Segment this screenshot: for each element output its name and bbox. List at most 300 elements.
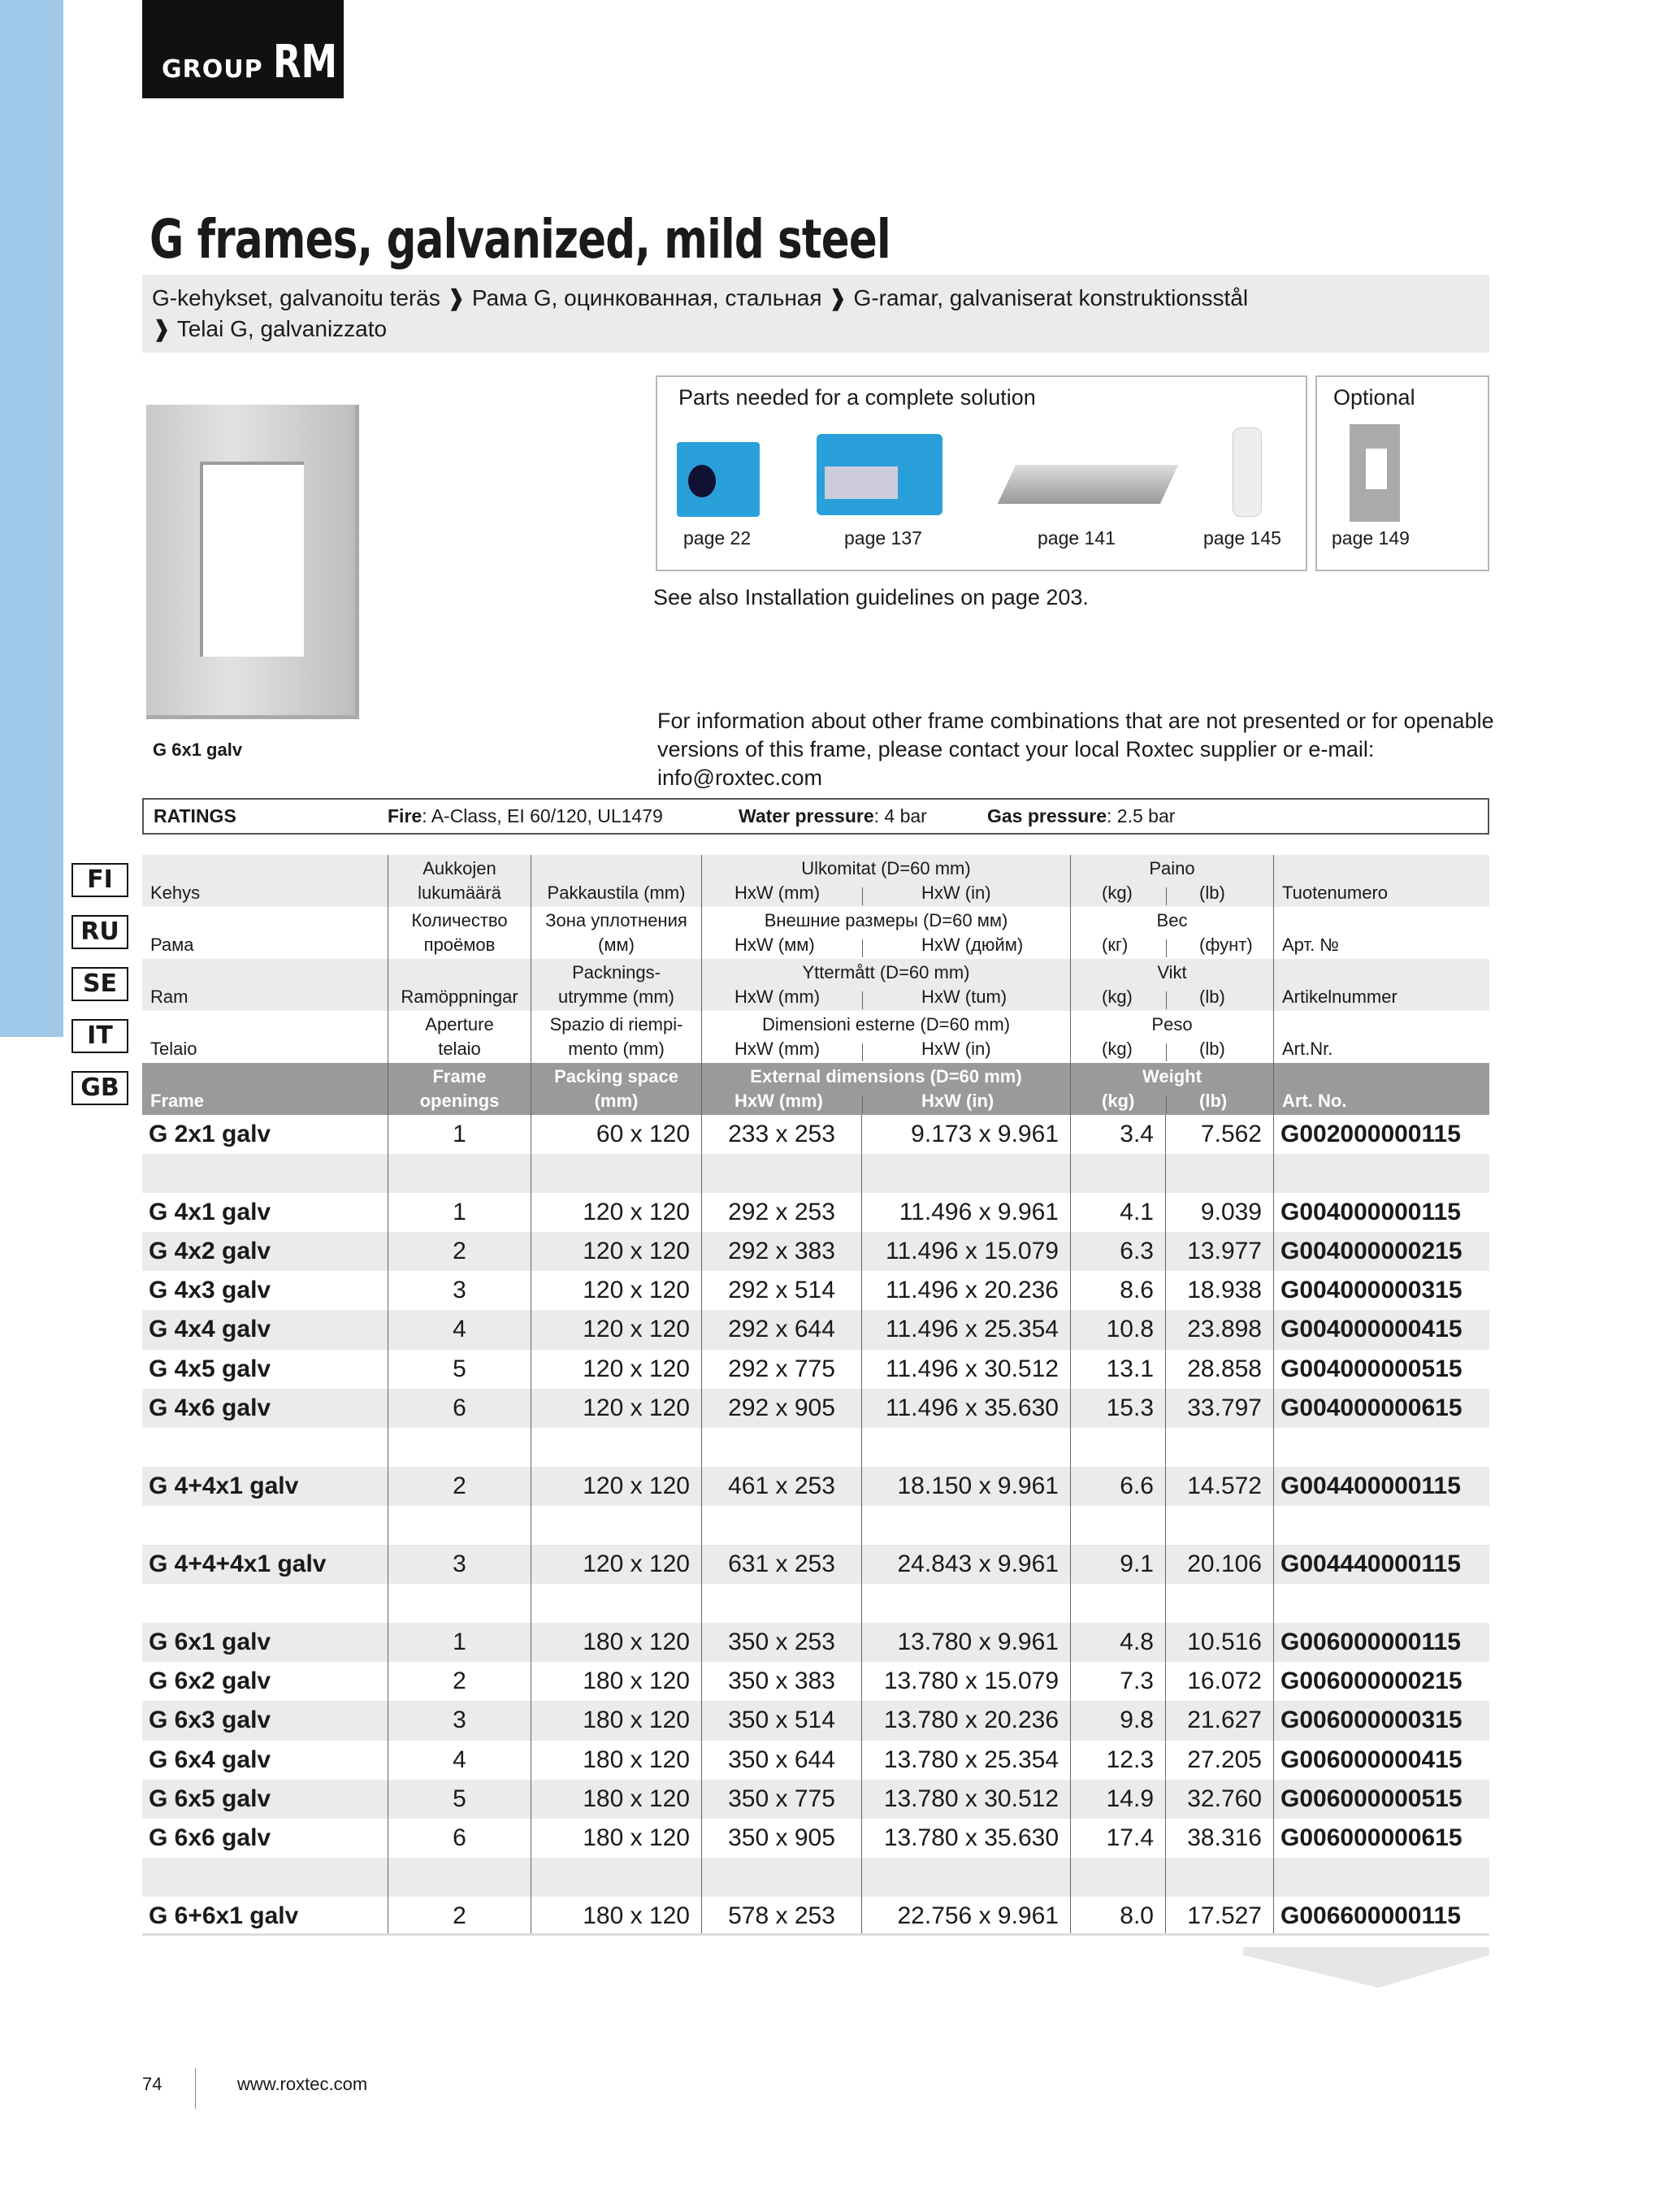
frame-product-image bbox=[146, 405, 359, 719]
header-frame-label: Telaio bbox=[150, 1039, 197, 1059]
language-badge-fi: FI bbox=[72, 863, 128, 897]
cell-art-no: G004000000215 bbox=[1273, 1232, 1489, 1271]
header-openings bbox=[388, 1011, 531, 1063]
cell-dim-in: 13.780 x 20.236 bbox=[861, 1701, 1070, 1740]
header-lb-label: (lb) bbox=[1199, 1091, 1228, 1111]
ratings-label: RATINGS bbox=[154, 805, 236, 826]
group-label bbox=[142, 0, 344, 98]
table-row bbox=[142, 1701, 1489, 1740]
table-row bbox=[142, 1741, 1489, 1780]
cell-openings: 5 bbox=[388, 1780, 531, 1819]
cell-openings: 3 bbox=[388, 1271, 531, 1310]
cell-frame: G 6x6 galv bbox=[149, 1824, 271, 1851]
cell-dim-in: 13.780 x 15.079 bbox=[861, 1662, 1070, 1701]
parts-needed-box bbox=[656, 375, 1307, 571]
parts-title: Parts needed for a complete solution bbox=[678, 385, 1036, 410]
header-artno-label: Tuotenumero bbox=[1282, 883, 1389, 903]
cell-weight-kg: 7.3 bbox=[1070, 1662, 1165, 1701]
cell-weight-kg: 8.0 bbox=[1070, 1897, 1165, 1933]
cell-weight-kg: 12.3 bbox=[1070, 1741, 1165, 1780]
page-number: 74 bbox=[142, 2074, 162, 2094]
lubricant-image bbox=[1233, 427, 1262, 517]
header-packing-label: Packing space bbox=[554, 1066, 678, 1086]
cell-weight-kg: 8.6 bbox=[1070, 1271, 1165, 1310]
cell-weight-kg: 14.9 bbox=[1070, 1780, 1165, 1819]
cell-packing: 60 x 120 bbox=[531, 1115, 701, 1154]
header-external bbox=[701, 907, 1070, 959]
header-artno bbox=[1273, 855, 1489, 907]
cell-packing bbox=[531, 1154, 701, 1193]
cell-dim-in: 11.496 x 30.512 bbox=[861, 1350, 1070, 1389]
header-external-label: Dimensioni esterne (D=60 mm) bbox=[761, 1014, 1011, 1034]
cell-dim-mm: 350 x 644 bbox=[701, 1741, 861, 1780]
header-openings bbox=[388, 1063, 531, 1115]
header-artno-label: Art.Nr. bbox=[1282, 1039, 1333, 1059]
water-label: Water pressure bbox=[739, 805, 874, 826]
cell-frame: G 2x1 galv bbox=[149, 1121, 271, 1147]
cell-packing: 180 x 120 bbox=[531, 1623, 701, 1662]
cell-art-no: G004000000415 bbox=[1273, 1310, 1489, 1349]
cell-weight-lb: 13.977 bbox=[1165, 1232, 1273, 1271]
header-mm-label: HxW (mm) bbox=[734, 987, 821, 1007]
cell-openings bbox=[388, 1506, 531, 1545]
header-packing bbox=[531, 1011, 701, 1063]
cell-dim-in: 13.780 x 25.354 bbox=[861, 1741, 1070, 1780]
cell-art-no: G004000000115 bbox=[1273, 1193, 1489, 1232]
header-external bbox=[701, 959, 1070, 1011]
cell-art-no bbox=[1273, 1428, 1489, 1467]
table-spacer-row bbox=[142, 1858, 1489, 1897]
cell-dim-mm: 292 x 905 bbox=[701, 1389, 861, 1428]
header-packing bbox=[531, 959, 701, 1011]
header-weight bbox=[1070, 907, 1273, 959]
cell-openings bbox=[388, 1584, 531, 1623]
cell-openings: 6 bbox=[388, 1819, 531, 1858]
fire-value: : A-Class, EI 60/120, UL1479 bbox=[422, 805, 663, 826]
subtitle-line: ❱ Telai G, galvanizzato bbox=[152, 316, 388, 341]
cell-packing: 180 x 120 bbox=[531, 1741, 701, 1780]
cell-weight-lb: 14.572 bbox=[1165, 1467, 1273, 1506]
cell-dim-in bbox=[861, 1506, 1070, 1545]
cell-dim-mm: 461 x 253 bbox=[701, 1467, 861, 1506]
cell-weight-kg bbox=[1070, 1506, 1165, 1545]
header-openings-label: openings bbox=[419, 1091, 500, 1111]
part-page-link[interactable]: page 145 bbox=[1203, 527, 1281, 549]
side-color-bar bbox=[0, 0, 63, 1037]
header-mm-label: HxW (mm) bbox=[734, 883, 821, 903]
cell-openings: 2 bbox=[388, 1467, 531, 1506]
cell-weight-lb: 27.205 bbox=[1165, 1741, 1273, 1780]
cell-frame: G 4x5 galv bbox=[149, 1355, 271, 1382]
continue-arrow bbox=[1243, 1947, 1489, 1988]
language-badge-it: IT bbox=[72, 1019, 128, 1053]
cell-weight-lb bbox=[1165, 1154, 1273, 1193]
header-mm-label: HxW (мм) bbox=[734, 935, 815, 955]
cell-openings bbox=[388, 1154, 531, 1193]
header-weight-label: Paino bbox=[1149, 858, 1195, 878]
table-spacer-row bbox=[142, 1428, 1489, 1467]
subtitle-translations bbox=[142, 275, 1489, 353]
header-lb-label: (lb) bbox=[1199, 987, 1225, 1007]
footer-divider bbox=[195, 2068, 196, 2109]
header-external-label: Внешние размеры (D=60 мм) bbox=[764, 910, 1008, 930]
stayplate-image bbox=[998, 465, 1178, 504]
cell-frame: G 6x2 galv bbox=[149, 1668, 271, 1695]
header-row-gb bbox=[142, 1063, 1489, 1115]
fire-rating bbox=[388, 805, 663, 827]
cell-art-no: G004000000315 bbox=[1273, 1271, 1489, 1310]
cell-dim-mm: 292 x 514 bbox=[701, 1271, 861, 1310]
cell-art-no: G006000000615 bbox=[1273, 1819, 1489, 1858]
cell-dim-mm bbox=[701, 1858, 861, 1897]
table-row bbox=[142, 1545, 1489, 1584]
cell-packing: 180 x 120 bbox=[531, 1662, 701, 1701]
cell-dim-mm: 292 x 253 bbox=[701, 1193, 861, 1232]
cell-packing: 180 x 120 bbox=[531, 1701, 701, 1740]
language-badge-gb: GB bbox=[72, 1071, 128, 1105]
header-row-se bbox=[142, 959, 1489, 1011]
header-frame bbox=[142, 959, 388, 1011]
header-lb-label: (lb) bbox=[1199, 1039, 1225, 1059]
cell-dim-in: 11.496 x 15.079 bbox=[861, 1232, 1070, 1271]
cell-weight-lb: 32.760 bbox=[1165, 1780, 1273, 1819]
header-packing-label: Зона уплотнения bbox=[545, 910, 687, 930]
table-row bbox=[142, 1389, 1489, 1428]
cell-packing bbox=[531, 1506, 701, 1545]
cell-art-no: G004440000115 bbox=[1273, 1545, 1489, 1584]
cell-dim-in: 13.780 x 30.512 bbox=[861, 1780, 1070, 1819]
header-artno bbox=[1273, 1063, 1489, 1115]
cell-weight-lb: 7.562 bbox=[1165, 1115, 1273, 1154]
cell-dim-mm bbox=[701, 1428, 861, 1467]
cell-weight-kg: 15.3 bbox=[1070, 1389, 1165, 1428]
gas-label: Gas pressure bbox=[987, 805, 1107, 826]
optional-page-link[interactable]: page 149 bbox=[1332, 527, 1410, 549]
cell-dim-in: 11.496 x 9.961 bbox=[861, 1193, 1070, 1232]
cell-openings: 3 bbox=[388, 1701, 531, 1740]
header-artno bbox=[1273, 959, 1489, 1011]
table-row bbox=[142, 1350, 1489, 1389]
cell-weight-lb: 16.072 bbox=[1165, 1662, 1273, 1701]
cell-weight-kg: 6.3 bbox=[1070, 1232, 1165, 1271]
cell-weight-kg: 9.1 bbox=[1070, 1545, 1165, 1584]
header-external bbox=[701, 855, 1070, 907]
cell-frame: G 6+6x1 galv bbox=[149, 1902, 299, 1929]
cell-dim-mm: 350 x 905 bbox=[701, 1819, 861, 1858]
cell-frame: G 4x4 galv bbox=[149, 1316, 271, 1343]
language-badge-ru: RU bbox=[72, 915, 128, 949]
blue-module-image bbox=[677, 442, 760, 517]
cell-frame: G 6x5 galv bbox=[149, 1785, 271, 1812]
cell-packing: 120 x 120 bbox=[531, 1271, 701, 1310]
cell-weight-kg: 17.4 bbox=[1070, 1819, 1165, 1858]
cell-frame: G 6x3 galv bbox=[149, 1707, 271, 1734]
cell-frame: G 4x6 galv bbox=[149, 1394, 271, 1421]
cell-weight-kg bbox=[1070, 1428, 1165, 1467]
cell-packing: 120 x 120 bbox=[531, 1545, 701, 1584]
info-note: For information about other frame combinations that are not presented or for openable versions of this frame, please contact your local Roxtec supplier or e-mail: info@roxtec.com bbox=[657, 709, 1494, 790]
cell-openings: 5 bbox=[388, 1350, 531, 1389]
cell-dim-in: 13.780 x 35.630 bbox=[861, 1819, 1070, 1858]
cell-weight-lb: 18.938 bbox=[1165, 1271, 1273, 1310]
header-mm-label: HxW (mm) bbox=[734, 1039, 821, 1059]
header-external bbox=[701, 1011, 1070, 1063]
table-spacer-row bbox=[142, 1154, 1489, 1193]
cell-art-no: G006600000115 bbox=[1273, 1897, 1489, 1933]
optional-title: Optional bbox=[1333, 385, 1415, 410]
header-packing-label: Spazio di riempi- bbox=[549, 1014, 683, 1034]
header-kg-label: (kg) bbox=[1102, 883, 1133, 903]
header-openings-label: telaio bbox=[438, 1039, 481, 1059]
header-in-label: HxW (in) bbox=[921, 1091, 994, 1111]
image-caption: G 6x1 galv bbox=[153, 740, 243, 760]
cell-dim-in: 11.496 x 20.236 bbox=[861, 1271, 1070, 1310]
table-row bbox=[142, 1897, 1489, 1936]
header-packing bbox=[531, 855, 701, 907]
gas-rating bbox=[987, 805, 1175, 827]
cell-openings: 2 bbox=[388, 1897, 531, 1933]
cell-dim-mm: 350 x 775 bbox=[701, 1780, 861, 1819]
header-artno bbox=[1273, 1011, 1489, 1063]
cell-weight-kg: 4.8 bbox=[1070, 1623, 1165, 1662]
cell-art-no: G002000000115 bbox=[1273, 1115, 1489, 1154]
table-row bbox=[142, 1193, 1489, 1232]
group-code: RM bbox=[272, 36, 337, 89]
cell-frame: G 6x1 galv bbox=[149, 1629, 271, 1656]
table-row bbox=[142, 1467, 1489, 1506]
header-kg-label: (kg) bbox=[1102, 1039, 1133, 1059]
header-openings bbox=[388, 907, 531, 959]
page-title: G frames, galvanized, mild steel bbox=[150, 208, 890, 271]
cell-openings: 1 bbox=[388, 1623, 531, 1662]
header-openings bbox=[388, 855, 531, 907]
header-packing-label: utrymme (mm) bbox=[558, 987, 674, 1007]
cell-weight-lb: 20.106 bbox=[1165, 1545, 1273, 1584]
cell-dim-in bbox=[861, 1584, 1070, 1623]
cell-packing: 120 x 120 bbox=[531, 1232, 701, 1271]
cell-art-no: G006000000215 bbox=[1273, 1662, 1489, 1701]
header-lb-label: (lb) bbox=[1199, 883, 1225, 903]
cell-art-no bbox=[1273, 1858, 1489, 1897]
table-spacer-row bbox=[142, 1506, 1489, 1545]
cell-art-no: G004000000615 bbox=[1273, 1389, 1489, 1428]
part-page-link[interactable]: page 22 bbox=[683, 527, 752, 549]
subtitle-line: G-kehykset, galvanoitu teräs ❱ Рама G, оцинкованная, стальная ❱ G-ramar, galvaniserat konstruktionsstål bbox=[152, 285, 1249, 310]
header-packing bbox=[531, 907, 701, 959]
cell-dim-in bbox=[861, 1858, 1070, 1897]
header-frame bbox=[142, 907, 388, 959]
header-packing-label: Pakkaustila (mm) bbox=[547, 883, 686, 903]
water-rating bbox=[739, 805, 927, 827]
cell-frame: G 4x1 galv bbox=[149, 1199, 271, 1226]
blue-wedge-image bbox=[817, 434, 942, 515]
header-mm-label: HxW (mm) bbox=[734, 1091, 823, 1111]
header-packing-label: (мм) bbox=[598, 935, 635, 955]
cell-dim-mm: 350 x 253 bbox=[701, 1623, 861, 1662]
cell-weight-kg bbox=[1070, 1858, 1165, 1897]
header-frame bbox=[142, 1063, 388, 1115]
header-in-label: HxW (in) bbox=[921, 1039, 991, 1059]
header-openings-label: Количество bbox=[411, 910, 508, 930]
cell-weight-kg: 10.8 bbox=[1070, 1310, 1165, 1349]
cell-dim-in: 11.496 x 25.354 bbox=[861, 1310, 1070, 1349]
cell-weight-lb bbox=[1165, 1428, 1273, 1467]
header-kg-label: (kg) bbox=[1102, 1091, 1135, 1111]
cell-dim-mm bbox=[701, 1584, 861, 1623]
cell-weight-kg: 13.1 bbox=[1070, 1350, 1165, 1389]
optional-box bbox=[1315, 375, 1489, 571]
cell-weight-kg: 3.4 bbox=[1070, 1115, 1165, 1154]
header-packing-label: (mm) bbox=[594, 1091, 639, 1111]
table-row bbox=[142, 1115, 1489, 1154]
cell-openings: 1 bbox=[388, 1193, 531, 1232]
header-lb-label: (фунт) bbox=[1199, 935, 1253, 955]
cell-dim-mm: 292 x 775 bbox=[701, 1350, 861, 1389]
cell-weight-lb: 33.797 bbox=[1165, 1389, 1273, 1428]
cell-weight-lb: 23.898 bbox=[1165, 1310, 1273, 1349]
cell-dim-mm: 292 x 644 bbox=[701, 1310, 861, 1349]
header-weight bbox=[1070, 959, 1273, 1011]
header-openings-label: проёмов bbox=[423, 935, 496, 955]
header-openings bbox=[388, 959, 531, 1011]
cell-packing: 120 x 120 bbox=[531, 1193, 701, 1232]
ratings-bar bbox=[142, 798, 1489, 835]
cell-weight-lb: 28.858 bbox=[1165, 1350, 1273, 1389]
header-frame-label: Ram bbox=[150, 987, 188, 1007]
cell-packing: 180 x 120 bbox=[531, 1780, 701, 1819]
cell-weight-kg bbox=[1070, 1154, 1165, 1193]
table-row bbox=[142, 1819, 1489, 1858]
cell-openings: 2 bbox=[388, 1662, 531, 1701]
table-row bbox=[142, 1232, 1489, 1271]
cell-weight-lb: 38.316 bbox=[1165, 1819, 1273, 1858]
cell-dim-in: 18.150 x 9.961 bbox=[861, 1467, 1070, 1506]
footer-url[interactable]: www.roxtec.com bbox=[237, 2074, 368, 2094]
header-row-ru bbox=[142, 907, 1489, 959]
header-kg-label: (kg) bbox=[1102, 987, 1133, 1007]
table-row bbox=[142, 1271, 1489, 1310]
optional-frame-image bbox=[1350, 424, 1400, 522]
cell-dim-mm bbox=[701, 1506, 861, 1545]
product-table bbox=[142, 855, 1489, 1936]
table-row bbox=[142, 1662, 1489, 1701]
water-value: : 4 bar bbox=[873, 805, 927, 826]
cell-openings: 4 bbox=[388, 1310, 531, 1349]
cell-packing: 120 x 120 bbox=[531, 1467, 701, 1506]
cell-frame: G 4+4+4x1 galv bbox=[149, 1551, 327, 1578]
cell-weight-kg bbox=[1070, 1584, 1165, 1623]
language-badge-se: SE bbox=[72, 967, 128, 1001]
header-weight-label: Vikt bbox=[1157, 962, 1187, 982]
header-weight-label: Weight bbox=[1142, 1066, 1202, 1086]
cell-packing: 120 x 120 bbox=[531, 1350, 701, 1389]
header-openings-label: lukumäärä bbox=[418, 883, 501, 903]
header-openings-label: Aukkojen bbox=[422, 858, 496, 878]
cell-dim-mm: 233 x 253 bbox=[701, 1115, 861, 1154]
cell-art-no: G004400000115 bbox=[1273, 1467, 1489, 1506]
cell-openings bbox=[388, 1428, 531, 1467]
cell-packing: 120 x 120 bbox=[531, 1389, 701, 1428]
header-weight bbox=[1070, 1011, 1273, 1063]
cell-dim-mm: 578 x 253 bbox=[701, 1897, 861, 1933]
cell-weight-lb bbox=[1165, 1858, 1273, 1897]
part-page-link[interactable]: page 141 bbox=[1038, 527, 1116, 549]
cell-packing bbox=[531, 1428, 701, 1467]
header-artno bbox=[1273, 907, 1489, 959]
cell-dim-in: 22.756 x 9.961 bbox=[861, 1897, 1070, 1933]
header-external-label: Yttermått (D=60 mm) bbox=[802, 962, 970, 982]
header-frame-label: Рама bbox=[150, 935, 194, 955]
header-row-it bbox=[142, 1011, 1489, 1063]
cell-dim-in bbox=[861, 1428, 1070, 1467]
cell-dim-mm: 350 x 383 bbox=[701, 1662, 861, 1701]
header-in-label: HxW (tum) bbox=[921, 987, 1008, 1007]
header-frame-label: Kehys bbox=[150, 883, 201, 903]
header-in-label: HxW (in) bbox=[921, 883, 991, 903]
cell-frame bbox=[142, 1154, 388, 1193]
table-spacer-row bbox=[142, 1584, 1489, 1623]
header-external-label: External dimensions (D=60 mm) bbox=[750, 1066, 1022, 1086]
header-openings-label: Frame bbox=[432, 1066, 487, 1086]
header-packing-label: mento (mm) bbox=[568, 1039, 665, 1059]
table-row bbox=[142, 1310, 1489, 1349]
header-kg-label: (кг) bbox=[1102, 935, 1129, 955]
cell-weight-lb bbox=[1165, 1584, 1273, 1623]
cell-frame bbox=[142, 1858, 388, 1897]
cell-packing bbox=[531, 1858, 701, 1897]
cell-packing: 180 x 120 bbox=[531, 1897, 701, 1933]
cell-weight-lb: 10.516 bbox=[1165, 1623, 1273, 1662]
cell-art-no bbox=[1273, 1154, 1489, 1193]
cell-art-no: G006000000315 bbox=[1273, 1701, 1489, 1740]
cell-weight-kg: 6.6 bbox=[1070, 1467, 1165, 1506]
header-artno-label: Artikelnummer bbox=[1282, 987, 1398, 1007]
cell-art-no bbox=[1273, 1506, 1489, 1545]
cell-packing bbox=[531, 1584, 701, 1623]
cell-frame bbox=[142, 1428, 388, 1467]
cell-openings: 6 bbox=[388, 1389, 531, 1428]
cell-frame bbox=[142, 1506, 388, 1545]
header-frame bbox=[142, 1011, 388, 1063]
header-artno-label: Art. No. bbox=[1282, 1091, 1347, 1111]
cell-dim-in: 13.780 x 9.961 bbox=[861, 1623, 1070, 1662]
cell-dim-mm: 292 x 383 bbox=[701, 1232, 861, 1271]
cell-frame: G 4x3 galv bbox=[149, 1277, 271, 1304]
cell-weight-kg: 4.1 bbox=[1070, 1193, 1165, 1232]
cell-frame bbox=[142, 1584, 388, 1623]
cell-dim-in: 24.843 x 9.961 bbox=[861, 1545, 1070, 1584]
cell-openings: 1 bbox=[388, 1115, 531, 1154]
cell-packing: 120 x 120 bbox=[531, 1310, 701, 1349]
cell-openings: 4 bbox=[388, 1741, 531, 1780]
table-row bbox=[142, 1623, 1489, 1662]
header-frame bbox=[142, 855, 388, 907]
cell-dim-mm bbox=[701, 1154, 861, 1193]
cell-dim-mm: 631 x 253 bbox=[701, 1545, 861, 1584]
cell-weight-lb bbox=[1165, 1506, 1273, 1545]
cell-frame: G 4+4x1 galv bbox=[149, 1472, 299, 1499]
table-row bbox=[142, 1780, 1489, 1819]
cell-weight-lb: 21.627 bbox=[1165, 1701, 1273, 1740]
cell-art-no: G006000000415 bbox=[1273, 1741, 1489, 1780]
header-external-label: Ulkomitat (D=60 mm) bbox=[801, 858, 971, 878]
header-row-fi bbox=[142, 855, 1489, 907]
gas-value: : 2.5 bar bbox=[1107, 805, 1176, 826]
see-also-note: See also Installation guidelines on page 203. bbox=[653, 585, 1089, 609]
part-page-link[interactable]: page 137 bbox=[844, 527, 922, 549]
header-in-label: HxW (дюйм) bbox=[921, 935, 1024, 955]
cell-dim-in: 9.173 x 9.961 bbox=[861, 1115, 1070, 1154]
